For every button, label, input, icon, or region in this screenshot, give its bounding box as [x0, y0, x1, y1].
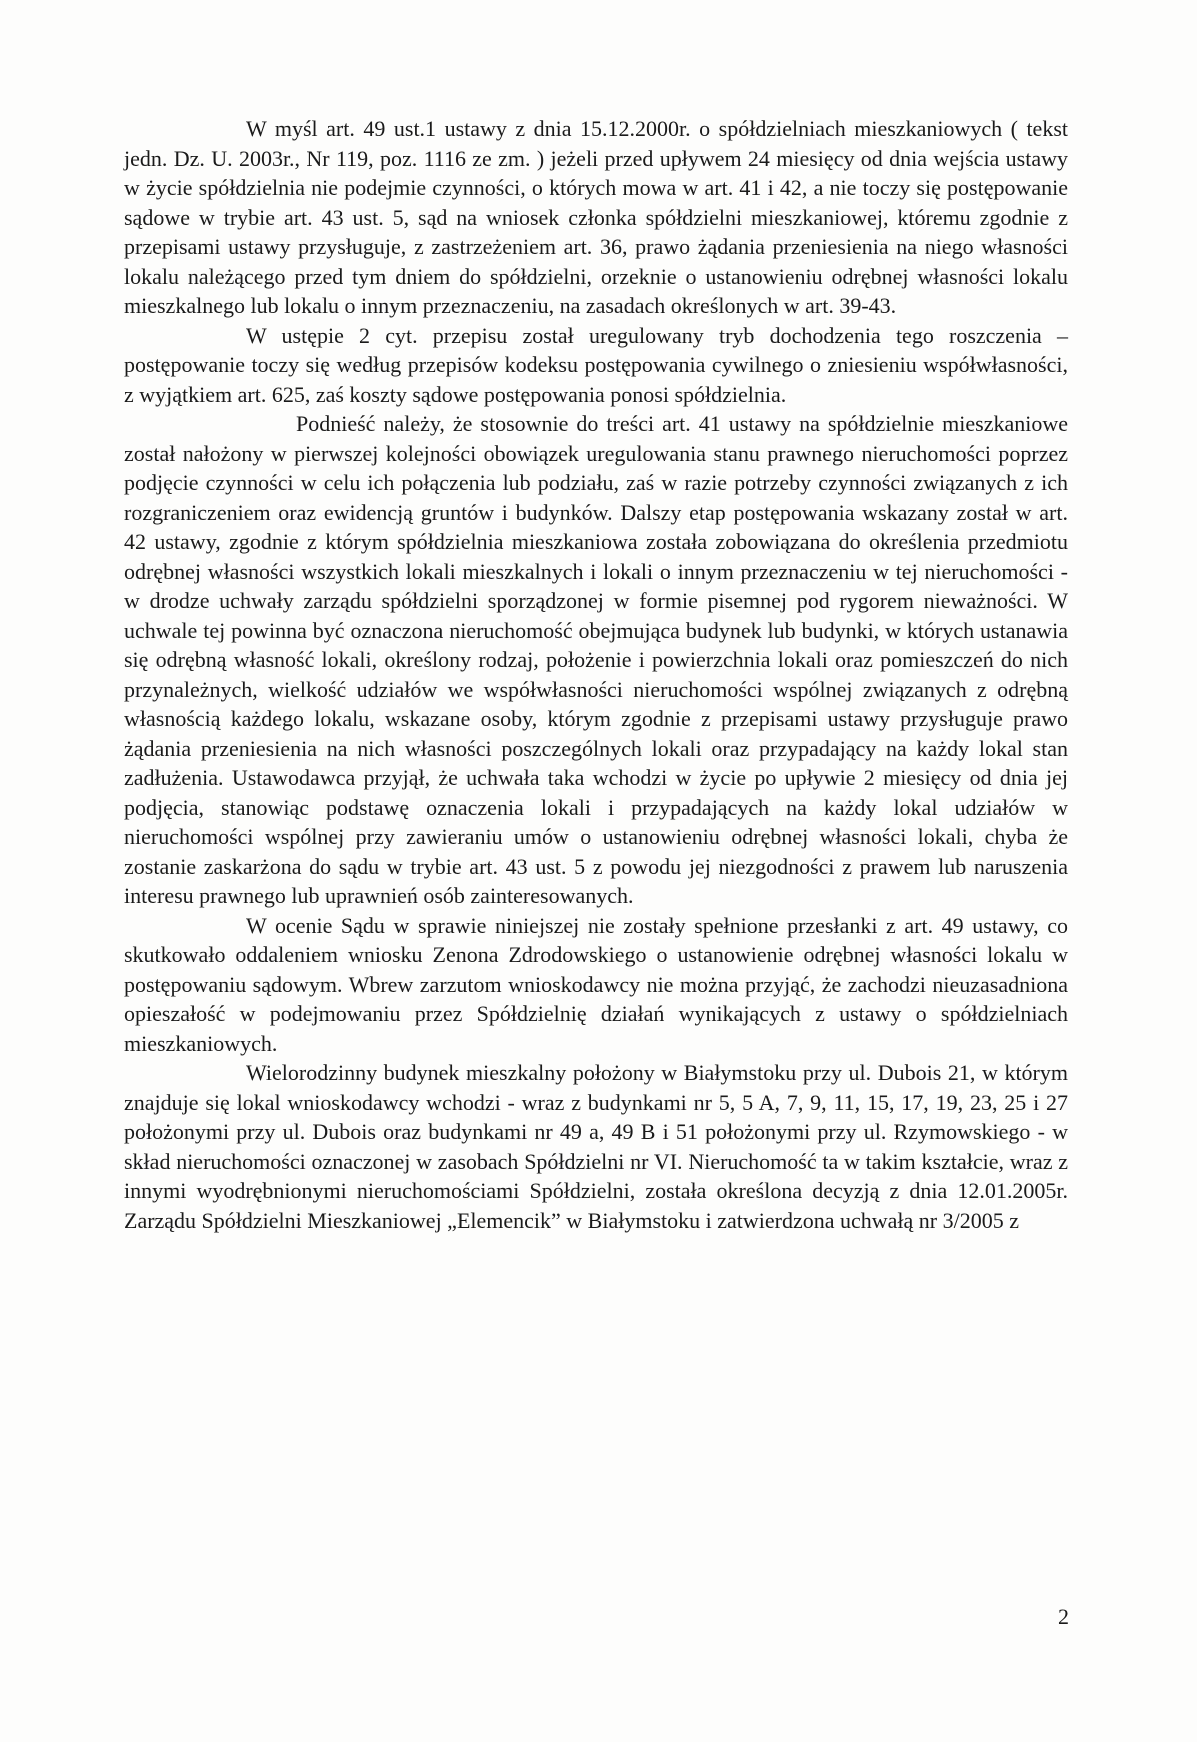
paragraph-1: W myśl art. 49 ust.1 ustawy z dnia 15.12.2000r. o spółdzielniach mieszkaniowych ( tekst jedn. Dz. U. 2003r., Nr 119, poz. 1116 ze zm. ) jeżeli przed upływem 24 miesięcy od dnia wejścia ustawy w życie spółdzielnia nie podejmie czynności, o których mowa w art. 41 i 42, a nie toczy się postępowanie sądowe w trybie art. 43 ust. 5, sąd na wniosek członka spółdzielni mieszkaniowej, któremu zgodnie z przepisami ustawy przysługuje, z zastrzeżeniem art. 36, prawo żądania przeniesienia na niego własności lokalu należącego przed tym dniem do spółdzielni, orzeknie o ustanowieniu odrębnej własności lokalu mieszkalnego lub lokalu o innym przeznaczeniu, na zasadach określonych w art. 39-43.: [124, 116, 1068, 318]
paragraph-2: W ustępie 2 cyt. przepisu został uregulowany tryb dochodzenia tego roszczenia – postępowanie toczy się według przepisów kodeksu postępowania cywilnego o zniesieniu współwłasności, z wyjątkiem art. 625, zaś koszty sądowe postępowania ponosi spółdzielnia.: [124, 322, 1068, 407]
page-number: 2: [1058, 1604, 1069, 1629]
paragraph-3: Podnieść należy, że stosownie do treści art. 41 ustawy na spółdzielnie mieszkaniowe został nałożony w pierwszej kolejności obowiązek uregulowania stanu prawnego nieruchomości poprzez podjęcie czynności w celu ich połączenia lub podziału, zaś w razie potrzeby czynności związanych z ich rozgraniczeniem oraz ewidencją gruntów i budynków. Dalszy etap postępowania wskazany został w art. 42 ustawy, zgodnie z którym spółdzielnia mieszkaniowa została zobowiązana do określenia przedmiotu odrębnej własności wszystkich lokali mieszkalnych i lokali o innym przeznaczeniu w tej nieruchomości - w drodze uchwały zarządu spółdzielni sporządzonej w formie pisemnej pod rygorem nieważności. W uchwale tej powinna być oznaczona nieruchomość obejmująca budynek lub budynki, w których ustanawia się odrębną własność lokali, określony rodzaj, położenie i powierzchnia lokali oraz pomieszczeń do nich przynależnych, wielkość udziałów we współwłasności nieruchomości wspólnej związanych z odrębną własnością każdego lokalu, wskazane osoby, którym zgodnie z przepisami ustawy przysługuje prawo żądania przeniesienia na nich własności poszczególnych lokali oraz przypadający na każdy lokal stan zadłużenia. Ustawodawca przyjął, że uchwała taka wchodzi w życie po upływie 2 miesięcy od dnia jej podjęcia, stanowiąc podstawę oznaczenia lokali i przypadających na każdy lokal udziałów w nieruchomości wspólnej przy zawieraniu umów o ustanowieniu odrębnej własności lokali, chyba że zostanie zaskarżona do sądu w trybie art. 43 ust. 5 z powodu jej niezgodności z prawem lub naruszenia interesu prawnego lub uprawnień osób zainteresowanych.: [124, 411, 1068, 908]
document-body: [124, 114, 1068, 1235]
paragraph-5: Wielorodzinny budynek mieszkalny położony w Białymstoku przy ul. Dubois 21, w którym znajduje się lokal wnioskodawcy wchodzi - wraz z budynkami nr 5, 5 A, 7, 9, 11, 15, 17, 19, 23, 25 i 27 położonymi przy ul. Dubois oraz budynkami nr 49 a, 49 B i 51 położonymi przy ul. Rzymowskiego - w skład nieruchomości oznaczonej w zasobach Spółdzielni nr VI. Nieruchomość ta w takim kształcie, wraz z innymi wyodrębnionymi nieruchomościami Spółdzielni, została określona decyzją z dnia 12.01.2005r. Zarządu Spółdzielni Mieszkaniowej „Elemencik” w Białymstoku i zatwierdzona uchwałą nr 3/2005 z: [124, 1060, 1068, 1233]
paragraph-4: W ocenie Sądu w sprawie niniejszej nie zostały spełnione przesłanki z art. 49 ustawy, co skutkowało oddaleniem wniosku Zenona Zdrodowskiego o ustanowienie odrębnej własności lokalu w postępowaniu sądowym. Wbrew zarzutom wnioskodawcy nie można przyjąć, że zachodzi nieuzasadniona opieszałość w podejmowaniu przez Spółdzielnię działań wynikających z ustawy o spółdzielniach mieszkaniowych.: [124, 912, 1068, 1056]
